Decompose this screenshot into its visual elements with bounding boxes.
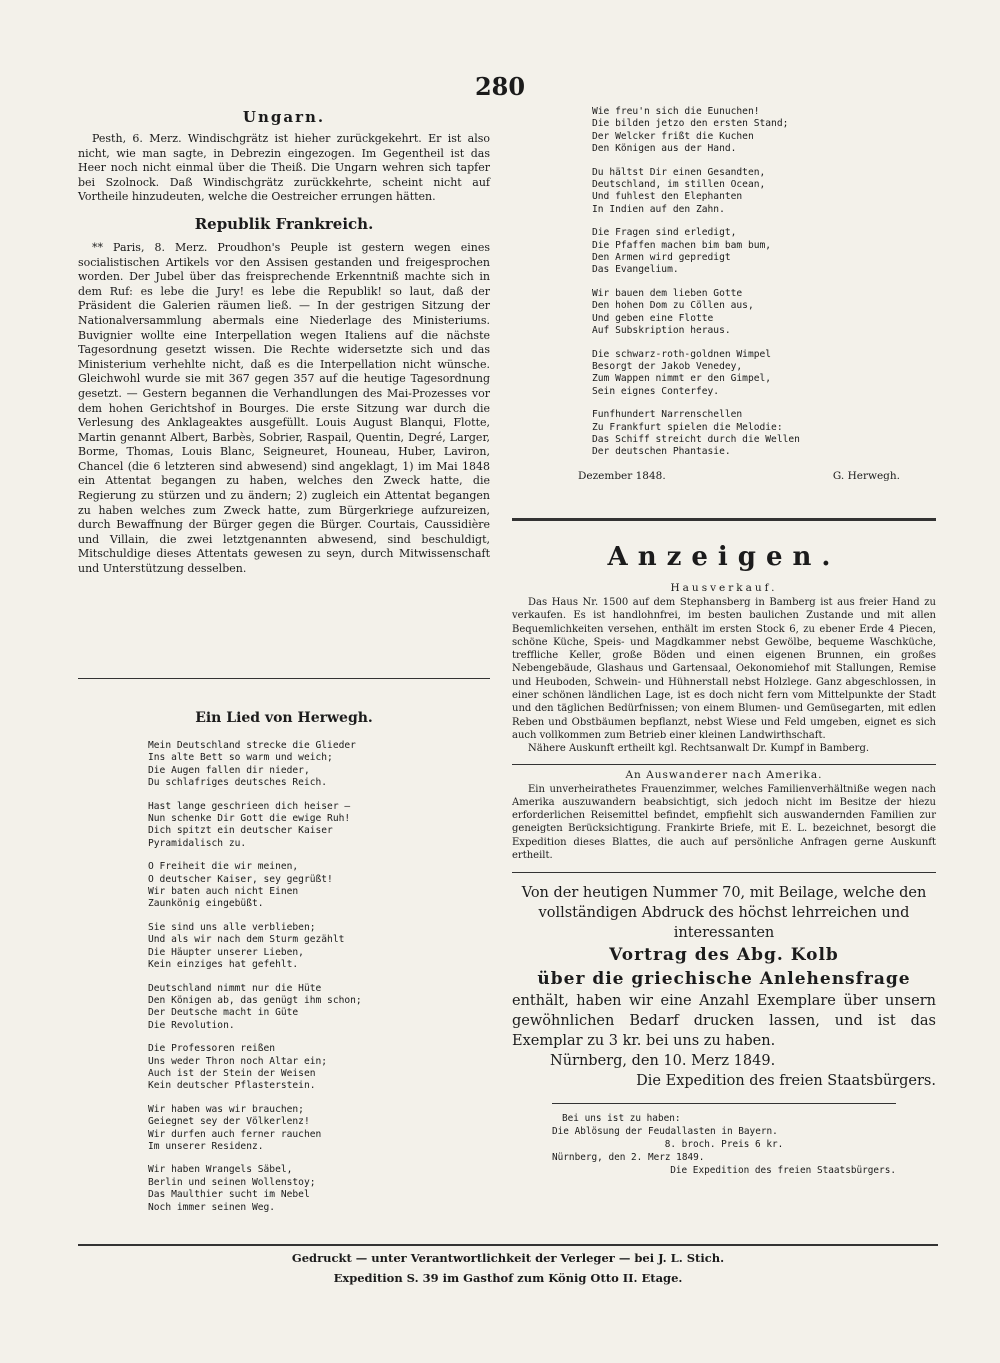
poem-line: Pyramidalisch zu. xyxy=(148,837,247,849)
poem-stanza xyxy=(592,349,935,399)
poem-line: Sein eignes Conterfey. xyxy=(592,385,720,397)
poem-line: Kein einziges hat gefehlt. xyxy=(148,959,299,971)
poem-line: Du schlafriges deutsches Reich. xyxy=(148,777,328,789)
poem-line: Die bilden jetzo den ersten Stand; xyxy=(592,118,789,130)
ad-feudallasten-title: Die Ablösung der Feudallasten in Bayern. xyxy=(552,1126,778,1138)
ads-section xyxy=(512,528,936,1177)
poem-line: Funfhundert Narrenschellen xyxy=(592,409,743,421)
poem-stanza xyxy=(148,1104,490,1154)
poem-line: Und fuhlest den Elephanten xyxy=(592,191,743,203)
poem-right xyxy=(510,106,935,459)
poem-line: Die Häupter unserer Lieben, xyxy=(148,946,304,958)
poem-line: Wir durfen auch ferner rauchen xyxy=(148,1128,322,1140)
ad-feudallasten xyxy=(552,1103,896,1177)
poem-stanza xyxy=(148,861,490,911)
poem-line: Das Evangelium. xyxy=(592,264,679,276)
poem-line: Auf Subskription heraus. xyxy=(592,325,731,337)
poem-line: Auch ist der Stein der Weisen xyxy=(148,1067,316,1079)
poem-left xyxy=(78,740,490,1214)
poem-line: Der Welcker frißt die Kuchen xyxy=(592,130,754,142)
poem-line: Das Schiff streicht durch die Wellen xyxy=(592,433,800,445)
poem-line: Berlin und seinen Wollenstoy; xyxy=(148,1176,316,1188)
ad-auswanderer-heading: An Auswanderer nach Amerika. xyxy=(625,768,823,781)
ad-feudallasten-intro: Bei uns ist zu haben: xyxy=(562,1113,681,1125)
left-column-divider xyxy=(78,678,490,679)
ad-hausverkauf xyxy=(512,596,936,756)
poem-signature: G. Herwegh. xyxy=(832,469,900,482)
right-column xyxy=(510,106,935,482)
ad-auswanderer-body xyxy=(512,783,936,863)
ad-feudallasten-date: Nürnberg, den 2. Merz 1849. xyxy=(552,1152,705,1164)
poem-stanza xyxy=(148,1043,490,1093)
poem-stanza xyxy=(592,106,935,156)
poem-stanza xyxy=(592,227,935,277)
poem-line: Zaunkönig eingebüßt. xyxy=(148,898,264,910)
poem-line: Den Königen aus der Hand. xyxy=(592,143,737,155)
poem-line: Besorgt der Jakob Venedey, xyxy=(592,360,743,372)
poem-title: Ein Lied von Herwegh. xyxy=(195,710,373,726)
poem-line: Wir haben Wrangels Säbel, xyxy=(148,1164,293,1176)
poem-line: Du hältst Dir einen Gesandten, xyxy=(592,166,766,178)
poem-line: Und als wir nach dem Sturm gezählt xyxy=(148,934,345,946)
footer-expedition-line: Expedition S. 39 im Gasthof zum König Otto II. Etage. xyxy=(333,1271,683,1285)
footer-rule xyxy=(78,1244,938,1246)
article-ungarn xyxy=(78,132,490,205)
right-column-divider xyxy=(512,518,936,521)
poem-line: Geiegnet sey der Völkerlenz! xyxy=(148,1116,310,1128)
ad-vortrag xyxy=(512,872,936,1091)
poem-left-block xyxy=(78,710,490,1225)
poem-signature-row xyxy=(510,470,935,482)
poem-line: Die Pfaffen machen bim bam bum, xyxy=(592,239,772,251)
article-frankreich xyxy=(78,241,490,577)
poem-line: Der deutschen Phantasie. xyxy=(592,446,731,458)
ad-hausverkauf-heading: Hausverkauf. xyxy=(670,582,778,594)
poem-line: Ins alte Bett so warm und weich; xyxy=(148,752,333,764)
poem-line: Der Deutsche macht in Güte xyxy=(148,1007,299,1019)
ad-vortrag-subtitle: über die griechische Anlehensfrage xyxy=(537,969,911,990)
poem-line: Wie freu'n sich die Eunuchen! xyxy=(592,106,760,117)
poem-line: O Freiheit die wir meinen, xyxy=(148,861,299,873)
poem-stanza xyxy=(148,983,490,1033)
poem-stanza xyxy=(148,922,490,972)
poem-stanza xyxy=(592,288,935,338)
poem-line: Hast lange geschrieen dich heiser — xyxy=(148,800,351,812)
poem-line: Dich spitzt ein deutscher Kaiser xyxy=(148,825,333,837)
poem-line: Kein deutscher Pflasterstein. xyxy=(148,1080,316,1092)
poem-line: Und geben eine Flotte xyxy=(592,312,714,324)
poem-stanza xyxy=(148,1164,490,1214)
ad-auswanderer-text: Ein unverheirathetes Frauenzimmer, welches Familienverhältniße wegen nach Amerika auszuwandern beabsichtigt, sich jedoch nicht im Besitze der hiezu erforderlichen Reisemittel befindet, empfiehlt sich auswandernden Familien zur geneigten Berücksichtigung. Frankirte Briefe, mit E. L. bezeichnet, besorgt die Expedition dieses Blattes, die auch auf persönliche Anfragen gerne Auskunft ertheilt. xyxy=(512,783,936,862)
ad-feudallasten-signature: Die Expedition des freien Staatsbürgers. xyxy=(670,1165,896,1177)
ad-hausverkauf-text: Das Haus Nr. 1500 auf dem Stephansberg in Bamberg ist aus freier Hand zu verkaufen. Es ist handlohnfrei, im besten baulichen Zustande und mit allen Bequemlichkeiten versehen, enthält im ersten Stock 6, zu ebener Erde 4 Piecen, schöne Küche, Speis- und Magdkammer nebst Gewölbe, bequeme Waschküche, treffliche Keller, große Böden und einen eigenen Brunnen, ein großes Nebengebäude, Glashaus und Gartensaal, Oekonomiehof mit Stallungen, Remise und Heuboden, Schwein- und Hühnerstall nebst Holzlege. Ganz abgeschlossen, in einer schönen ländlichen Lage, ist es doch nicht fern vom Mittelpunkte der Stadt und den täglichen Bedürfnissen; von einem Blumen- und Gemüsegarten, mit edlen Reben und Obstbäumen bepflanzt, nebst Wiese und Feld umgeben, eignet es sich auch vollkommen zum Betrieb einer kleinen Landwirthschaft. xyxy=(512,597,936,741)
poem-line: Die Professoren reißen xyxy=(148,1043,276,1055)
poem-line: Den Armen wird gepredigt xyxy=(592,252,731,264)
ad-vortrag-signature: Die Expedition des freien Staatsbürgers. xyxy=(636,1073,936,1090)
ad-vortrag-text: enthält, haben wir eine Anzahl Exemplare über unsern gewöhnlichen Bedarf drucken lassen, und ist das Exemplar zu 3 kr. bei uns zu haben. xyxy=(512,993,936,1050)
article-frankreich-text: ** Paris, 8. Merz. Proudhon's Peuple ist gestern wegen eines socialistischen Artikels vor den Assisen gestanden und freigesprochen worden. Der Jubel über das freisprechende Erkenntniß machte sich in dem Ruf: es lebe die Jury! es lebe die Republik! so laut, daß der Präsident die Galerien räumen ließ. — In der gestrigen Sitzung der Nationalversammlung abermals eine Niederlage des Ministeriums. Buvignier wollte eine Interpellation wegen Italiens auf die nächste Tagesordnung gesetzt wissen. Die Rechte widersetzte sich und das Ministerium verhehlte nicht, daß es die Interpellation nicht wünsche. Gleichwohl wurde sie mit 367 gegen 357 auf die heutige Tagesordnung gesetzt. — Gestern begannen die Verhandlungen des Mai-Prozesses vor dem hohen Gerichtshof in Bourges. Die erste Sitzung war durch die Verlesung des Anklageaktes ausgefüllt. Louis August Blanqui, Flotte, Martin genannt Albert, Barbès, Sobrier, Raspail, Quentin, Degré, Larger, Borme, Thomas, Louis Blanc, Seigneuret, Houneau, Huber, Laviron, Chancel (die 6 letzteren sind abwesend) sind angeklagt, 1) im Mai 1848 ein Attentat begangen zu haben, welches den Zweck hatte, die Regierung zu stürzen und zu ändern; 2) zugleich ein Attentat begangen zu haben welches zum Zweck hatte, zum Bürgerkriege aufzureizen, durch Bewaffnung der Bürger gegen die Bürger. Courtais, Caussidière und Villain, die zwei letztgenannten abwesend, sind beschuldigt, Mitschuldige dieses Attentats gewesen zu seyn, durch Mitwissenschaft und Unterstützung desselben. xyxy=(78,240,490,576)
ad-hausverkauf-contact: Nähere Auskunft ertheilt kgl. Rechtsanwalt Dr. Kumpf in Bamberg. xyxy=(528,743,870,755)
poem-line: Die Augen fallen dir nieder, xyxy=(148,764,310,776)
poem-line: Uns weder Thron noch Altar ein; xyxy=(148,1055,328,1067)
poem-line: Wir baten auch nicht Einen xyxy=(148,886,299,898)
poem-line: Deutschland, im stillen Ocean, xyxy=(592,179,766,191)
ad-vortrag-date: Nürnberg, den 10. Merz 1849. xyxy=(550,1053,776,1070)
poem-line: Im unserer Residenz. xyxy=(148,1140,264,1152)
ad-feudallasten-body xyxy=(552,1112,896,1177)
poem-line: Den hohen Dom zu Cöllen aus, xyxy=(592,300,754,312)
poem-date: Dezember 1848. xyxy=(578,469,666,482)
poem-line: Nun schenke Dir Gott die ewige Ruh! xyxy=(148,813,351,825)
poem-line: In Indien auf den Zahn. xyxy=(592,203,725,215)
poem-stanza xyxy=(148,740,490,790)
poem-line: Deutschland nimmt nur die Hüte xyxy=(148,982,322,994)
section-title-ungarn: Ungarn. xyxy=(242,108,326,126)
poem-line: Die schwarz-roth-goldnen Wimpel xyxy=(592,348,772,360)
poem-line: Die Fragen sind erledigt, xyxy=(592,227,737,239)
poem-line: Sie sind uns alle verblieben; xyxy=(148,921,316,933)
poem-line: O deutscher Kaiser, sey gegrüßt! xyxy=(148,873,333,885)
article-ungarn-text: Pesth, 6. Merz. Windischgrätz ist hieher zurückgekehrt. Er ist also nicht, wie man sagte, in Debrezin eingezogen. Im Gegentheil ist das Heer noch nicht einmal über die Theiß. Die Ungarn wehren sich tapfer bei Szolnock. Daß Windischgrätz zurückkehrte, scheint nicht auf Vortheile hinzudeuten, welche die Oestreicher errungen hätten. xyxy=(78,132,490,204)
poem-line: Wir bauen dem lieben Gotte xyxy=(592,287,743,299)
ad-vortrag-intro: Von der heutigen Nummer 70, mit Beilage, welche den vollständigen Abdruck des höchst lehrreichen und interessanten xyxy=(521,885,927,942)
ad-feudallasten-price: 8. broch. Preis 6 kr. xyxy=(664,1139,784,1151)
footer-printer-line: Gedruckt — unter Verantwortlichkeit der Verleger — bei J. L. Stich. xyxy=(291,1251,725,1265)
anzeigen-heading: Anzeigen. xyxy=(607,542,841,572)
poem-line: Zum Wappen nimmt er den Gimpel, xyxy=(592,373,772,385)
poem-line: Noch immer seinen Weg. xyxy=(148,1201,276,1213)
poem-stanza xyxy=(592,167,935,217)
poem-stanza xyxy=(592,409,935,459)
poem-line: Wir haben was wir brauchen; xyxy=(148,1103,304,1115)
poem-line: Mein Deutschland strecke die Glieder xyxy=(148,740,356,751)
poem-line: Zu Frankfurt spielen die Melodie: xyxy=(592,421,783,433)
left-column xyxy=(78,108,490,577)
poem-line: Das Maulthier sucht im Nebel xyxy=(148,1189,310,1201)
ad-vortrag-title: Vortrag des Abg. Kolb xyxy=(609,945,839,966)
section-title-frankreich: Republik Frankreich. xyxy=(194,214,374,233)
page-number: 280 xyxy=(474,72,526,101)
poem-line: Die Revolution. xyxy=(148,1019,235,1031)
poem-line: Den Königen ab, das genügt ihm schon; xyxy=(148,994,362,1006)
poem-stanza xyxy=(148,801,490,851)
ad-auswanderer xyxy=(512,764,936,863)
